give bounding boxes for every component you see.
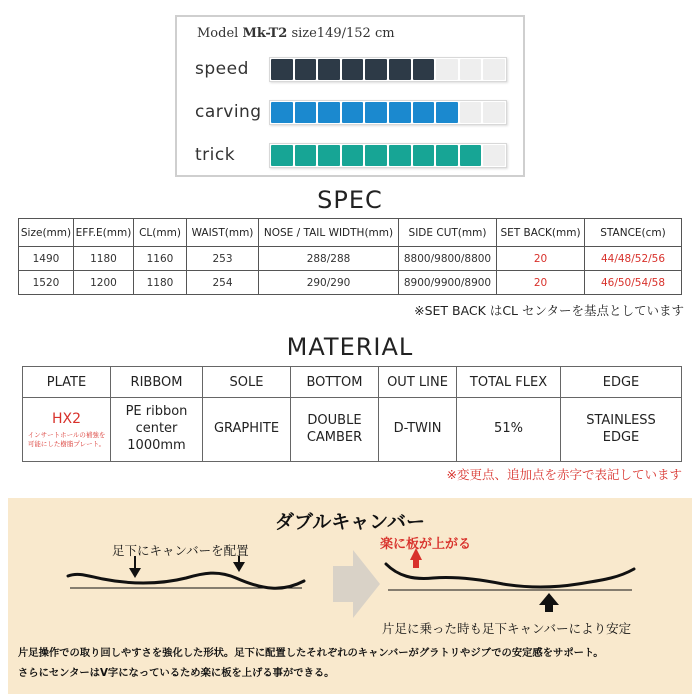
spec-note: ※SET BACK はCL センターを基点としています	[414, 303, 684, 318]
spec-row	[19, 271, 682, 295]
rating-segment-filled	[271, 59, 293, 80]
spec-title: SPEC	[317, 186, 383, 214]
spec-cell: 1180	[74, 247, 134, 271]
spec-cell: 1160	[134, 247, 187, 271]
spec-header-row	[19, 219, 682, 247]
rating-label: carving	[195, 102, 262, 122]
edge-line-2: EDGE	[602, 429, 640, 445]
material-title: MATERIAL	[286, 333, 414, 361]
model-label: Model	[197, 26, 239, 41]
camber-description-1: 片足操作での取り回しやすさを強化した形状。足下に配置したそれぞれのキャンバーがグラトリやジブでの安定感をサポート。	[18, 647, 604, 659]
rating-segment-filled	[318, 102, 340, 123]
material-cell-sole: GRAPHITE	[203, 398, 291, 462]
camber-title: ダブルキャンバー	[275, 511, 425, 533]
rating-segment-empty	[483, 102, 505, 123]
rating-bar-carving	[269, 100, 507, 125]
spec-header: EFF.E(mm)	[74, 219, 134, 247]
rating-segment-filled	[295, 145, 317, 166]
spec-cell: 254	[187, 271, 259, 295]
material-header: PLATE	[23, 367, 111, 398]
spec-cell: 46/50/54/58	[585, 271, 682, 295]
rating-label: speed	[195, 59, 249, 79]
spec-cell: 1200	[74, 271, 134, 295]
rating-segment-filled	[389, 59, 411, 80]
material-cell-ribbon	[111, 398, 203, 462]
material-cell-bottom	[291, 398, 379, 462]
rating-segment-filled	[365, 59, 387, 80]
spec-cell: 288/288	[259, 247, 399, 271]
material-header: BOTTOM	[291, 367, 379, 398]
spec-cell: 1490	[19, 247, 74, 271]
right-board-profile	[386, 564, 634, 587]
camber-description-2: さらにセンターはV字になっているため楽に板を上げる事ができる。	[18, 667, 335, 679]
rating-segment-filled	[389, 102, 411, 123]
material-header-row	[23, 367, 682, 398]
rating-segment-empty	[460, 102, 482, 123]
bottom-line-1: DOUBLE	[307, 412, 362, 428]
material-header: OUT LINE	[379, 367, 457, 398]
spec-cell: 44/48/52/56	[585, 247, 682, 271]
model-line	[197, 26, 395, 41]
rating-segment-filled	[413, 102, 435, 123]
rating-segment-filled	[342, 59, 364, 80]
material-table	[22, 366, 682, 462]
ribbon-line-3: 1000mm	[127, 437, 186, 453]
camber-left-label: 足下にキャンバーを配置	[112, 543, 249, 558]
rating-segment-empty	[483, 59, 505, 80]
rating-segment-filled	[389, 145, 411, 166]
rating-segment-filled	[318, 145, 340, 166]
ribbon-line-2: center	[135, 421, 178, 437]
spec-cell: 20	[497, 247, 585, 271]
camber-raise-label: 楽に板が上がる	[380, 537, 472, 552]
rating-box	[175, 15, 525, 177]
material-cell-edge	[561, 398, 682, 462]
spec-header: NOSE / TAIL WIDTH(mm)	[259, 219, 399, 247]
right-arrow-icon	[333, 550, 380, 618]
spec-cell: 1180	[134, 271, 187, 295]
spec-header: STANCE(cm)	[585, 219, 682, 247]
rating-segment-filled	[342, 102, 364, 123]
rating-segment-filled	[436, 102, 458, 123]
rating-segment-filled	[365, 102, 387, 123]
material-header: SOLE	[203, 367, 291, 398]
material-cell-plate	[23, 398, 111, 462]
rating-segment-filled	[413, 145, 435, 166]
plate-name: HX2	[51, 411, 82, 428]
spec-table	[18, 218, 682, 295]
rating-segment-empty	[436, 59, 458, 80]
spec-cell: 8900/9900/8900	[399, 271, 497, 295]
rating-segment-filled	[271, 102, 293, 123]
rating-segment-filled	[295, 102, 317, 123]
rating-segment-filled	[318, 59, 340, 80]
ribbon-line-1: PE ribbon	[125, 404, 188, 420]
rating-bar-speed	[269, 57, 507, 82]
rating-row-speed	[195, 57, 515, 83]
material-header: RIBBOM	[111, 367, 203, 398]
rating-segment-empty	[483, 145, 505, 166]
camber-right-label: 片足に乗った時も足下キャンバーにより安定	[382, 621, 632, 636]
rating-segment-filled	[271, 145, 293, 166]
spec-header: Size(mm)	[19, 219, 74, 247]
rating-row-trick	[195, 143, 515, 169]
material-header: TOTAL FLEX	[457, 367, 561, 398]
spec-header: WAIST(mm)	[187, 219, 259, 247]
rating-segment-empty	[460, 59, 482, 80]
spec-header: CL(mm)	[134, 219, 187, 247]
model-name: Mk-T2	[242, 26, 288, 41]
model-size: size149/152 cm	[291, 26, 395, 41]
spec-header: SET BACK(mm)	[497, 219, 585, 247]
spec-row	[19, 247, 682, 271]
up-arrow-icon	[539, 593, 559, 612]
rating-segment-filled	[436, 145, 458, 166]
camber-panel	[8, 498, 692, 694]
plate-note-1: インサートホールの補強を	[27, 431, 106, 440]
bottom-line-2: CAMBER	[306, 429, 363, 445]
spec-cell: 290/290	[259, 271, 399, 295]
material-cell-flex: 51%	[457, 398, 561, 462]
material-header: EDGE	[561, 367, 682, 398]
down-arrow-icon	[129, 556, 141, 578]
material-cell-outline: D-TWIN	[379, 398, 457, 462]
spec-cell: 253	[187, 247, 259, 271]
spec-cell: 1520	[19, 271, 74, 295]
rating-bar-trick	[269, 143, 507, 168]
rating-segment-filled	[365, 145, 387, 166]
left-board-profile	[68, 573, 304, 588]
edge-line-1: STAINLESS	[586, 412, 656, 428]
rating-segment-filled	[295, 59, 317, 80]
rating-segment-filled	[342, 145, 364, 166]
rating-row-carving	[195, 100, 515, 126]
rating-label: trick	[195, 145, 236, 165]
rating-segment-filled	[413, 59, 435, 80]
spec-cell: 20	[497, 271, 585, 295]
spec-cell: 8800/9800/8800	[399, 247, 497, 271]
rating-segment-filled	[460, 145, 482, 166]
spec-header: SIDE CUT(mm)	[399, 219, 497, 247]
material-note: ※変更点、追加点を赤字で表記しています	[446, 467, 682, 482]
plate-note-2: 可能にした樹脂プレート。	[27, 440, 106, 449]
material-row	[23, 398, 682, 462]
